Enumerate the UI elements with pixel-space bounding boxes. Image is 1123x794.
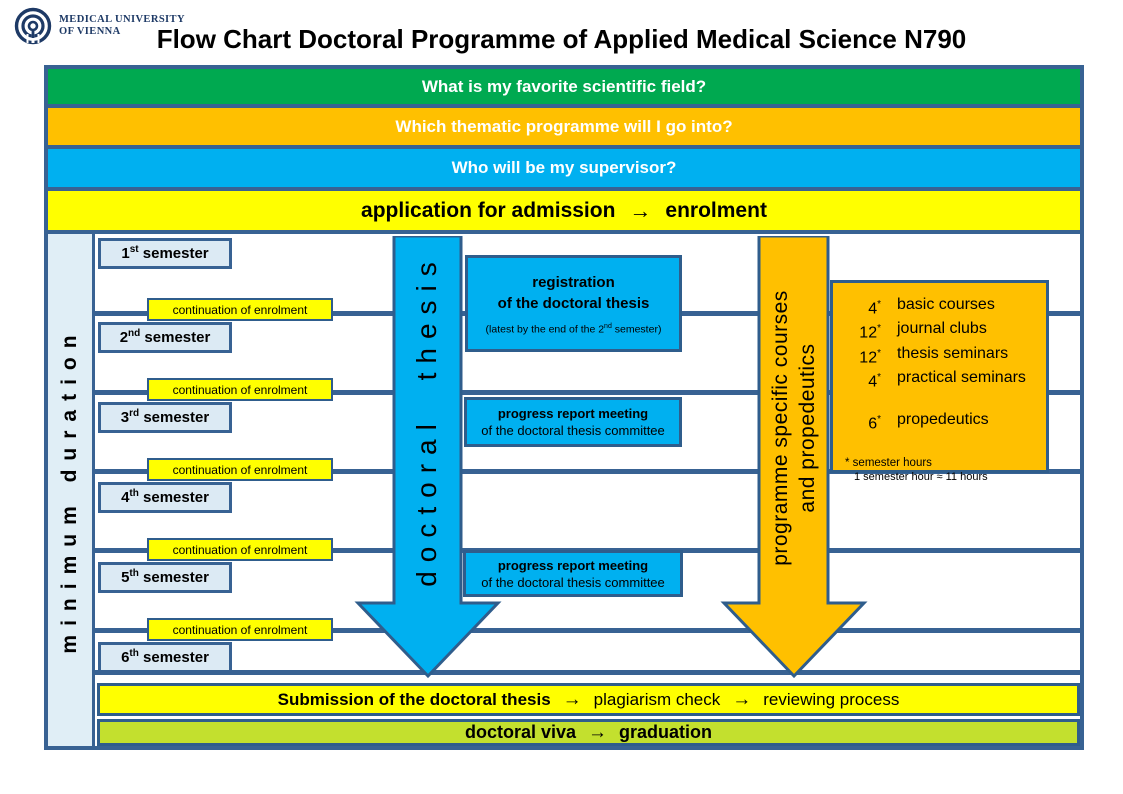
courses-box — [830, 280, 1049, 483]
semester-box-5: 5th semester — [98, 562, 232, 593]
continuation-box-3: continuation of enrolment — [147, 458, 333, 481]
course-row-basic: 4* basic courses — [868, 296, 995, 318]
registration-line2: of the doctoral thesis — [497, 294, 650, 312]
progress-report-box-2: progress report meeting of the doctoral thesis committee — [463, 550, 683, 597]
plagiarism-check-text: plagiarism check — [593, 689, 721, 709]
right-arrow-icon: → — [732, 688, 752, 710]
banner-admission-enrolment — [48, 191, 1080, 234]
semester-box-4: 4th semester — [98, 482, 232, 513]
registration-box — [465, 255, 682, 352]
courses-footnote-1: * semester hours — [845, 456, 932, 469]
logo-text-line1: MEDICAL UNIVERSITY — [59, 14, 185, 25]
admission-text: application for admission — [361, 198, 616, 222]
semester-box-6: 6th semester — [98, 642, 232, 673]
banner-supervisor: Who will be my supervisor? — [48, 149, 1080, 191]
registration-line1: registration — [532, 273, 615, 291]
page-title: Flow Chart Doctoral Programme of Applied Medical Science N790 — [156, 24, 967, 54]
right-arrow-icon: → — [562, 688, 582, 710]
progress-report-box-1: progress report meeting of the doctoral thesis committee — [464, 397, 682, 447]
reviewing-process-text: reviewing process — [763, 689, 900, 709]
grid-line — [95, 670, 1080, 675]
continuation-box-1: continuation of enrolment — [147, 298, 333, 321]
graduation-text: graduation — [619, 722, 713, 742]
course-row-journal: 12* journal clubs — [859, 320, 987, 342]
semester-box-3: 3rd semester — [98, 402, 232, 433]
right-arrow-icon: → — [629, 197, 652, 223]
banner-submission — [97, 683, 1080, 716]
course-row-thesis-seminars: 12* thesis seminars — [859, 344, 1009, 366]
banner-scientific-field: What is my favorite scientific field? — [48, 69, 1080, 108]
doctoral-viva-text: doctoral viva — [464, 722, 577, 742]
continuation-box-5: continuation of enrolment — [147, 618, 333, 641]
submission-text: Submission of the doctoral thesis — [277, 689, 551, 709]
continuation-box-2: continuation of enrolment — [147, 378, 333, 401]
logo-text-line2: OF VIENNA — [59, 26, 121, 37]
course-row-propedeutics: 6* propedeutics — [868, 411, 989, 433]
doctoral-thesis-arrow-label: doctoral thesis — [411, 253, 442, 587]
course-row-practical: 4* practical seminars — [868, 368, 1026, 391]
banner-doctoral-viva — [97, 719, 1080, 746]
minimum-duration-column — [48, 234, 95, 746]
semester-box-2: 2nd semester — [98, 322, 232, 353]
enrolment-text: enrolment — [665, 198, 767, 222]
continuation-box-4: continuation of enrolment — [147, 538, 333, 561]
semester-box-1: 1st semester — [98, 238, 232, 269]
right-arrow-icon: → — [588, 721, 608, 743]
courses-footnote-2: 1 semester hour ≈ 11 hours — [854, 470, 988, 483]
courses-arrow-label: programme specific courses and propedeutics — [769, 290, 819, 566]
registration-note: (latest by the end of the 2nd semester) — [485, 322, 662, 336]
minimum-duration-label: minimum duration — [58, 326, 81, 654]
banner-thematic-programme: Which thematic programme will I go into? — [48, 108, 1080, 149]
